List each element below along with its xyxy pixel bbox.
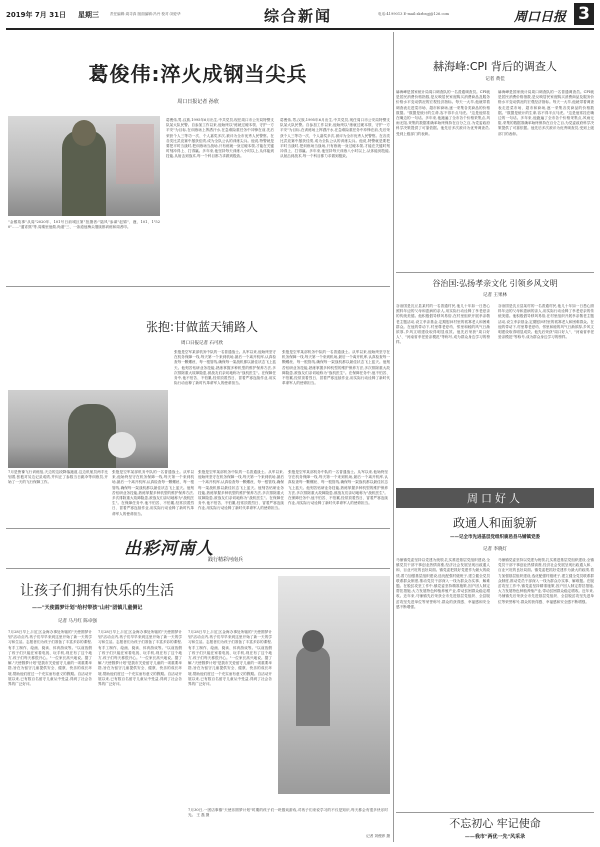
article5-byline: 记者 王果林	[483, 293, 507, 298]
article6-body-col2: 马铺镇党委坚持以党建为统领,扎实推进基层党组织建设,全镇党员干部干事创业热情高涨,经济社会发展呈现出政通人和、百业兴旺的良好局面。镇党委把抓好党建作为最大的政绩,着力加强基层组织建设,选优配强村级班子,建立健全党员联系群众制度,推动党员干部深入一线为群众办实事、解难题。在脱贫攻坚工作中,镇党委坚持精准施策,因户因人制定帮扶措施,大力发展特色种植养殖产业,带动贫困群众稳定增收。近年来,马铺镇先后荣获全市先进基层党组织、全县脱贫攻坚先进单位等荣誉称号,群众的获得感、幸福感和安全感不断增强。	[498, 558, 594, 604]
masthead	[6, 4, 594, 26]
article5-body-col1: 谷治国是沈丘县某村的一名普通村民,他几十年如一日悉心照料年迈的父母和患病的亲人,用实际行动诠释了孝老爱亲的传统美德。他积极倡导移风易俗,在村里组织开展孝亲敬老主题活动,设立孝亲基金,定期慰问村里的孤寡老人和困难群众。在他的带动下,村里尊老爱幼、邻里和睦的风气日渐浓厚,乡风文明建设取得明显成效。他先后荣获"周口好人"、"河南省孝老爱亲模范"等称号,成为群众身边学习的榜样。	[396, 304, 490, 345]
article-ge-junwei	[6, 32, 390, 284]
article3-body-col1: 7月28日早上,川汇区金海办事处所辖的"天使圆梦计划"活动点内,孩子们早早来到这里开始了新一天的学习和生活。志愿者们为孩子们准备了丰富多彩的课程,有手工制作、绘画、阅读、体育游戏等。"以前放假了孩子们只能在家看电视、玩手机,现在有了这个地方,孩子们每天都很开心。"一位家长高兴地说。据了解,"天使圆梦计划"是我市关爱留守儿童的一项重要举措,旨在为留守儿童提供安全、健康、快乐的成长环境,帮助他们度过一个充实而有意义的假期。自活动开展以来,已有数百名留守儿童从中受益,得到了社会各界的广泛好评。	[8, 630, 92, 687]
paper-logo: 周口日报	[514, 10, 567, 25]
article3-caption: 7月30日,一团店事镇"天使乐圆梦计划"时期的孩子们一块嬉戏游戏,对孩子们来说学习的不仅是知识,每天都会有很多快乐时光。 王 磊 摄	[188, 808, 388, 818]
article6-caption: 记者 刘俊养 摄	[366, 834, 390, 838]
article-two-excellents	[396, 814, 594, 844]
article2-caption: 7月是鲁豫飞行训练组,天边的这段降落跑道,这边机航员两手比划着,张抱对另边记录成绩,并纠正了参数当日跳伞等训练员,开始了一天的飞行保障工作。	[8, 470, 108, 485]
article1-headline: 葛俊伟:淬火成钢当尖兵	[88, 62, 308, 86]
page-number: 3	[574, 3, 594, 25]
section-title: 综合新闻	[264, 7, 333, 25]
banner-sub: 践行精彩河南兵	[208, 557, 244, 563]
article3-byline: 记者 马月红 陈卓强	[58, 619, 97, 624]
zhoukou-good-people-banner	[396, 488, 594, 508]
pilot-figure	[68, 404, 116, 468]
article3-headline: 让孩子们拥有快乐的生活	[20, 583, 174, 599]
article6-byline: 记者 李晓灯	[483, 547, 507, 552]
article2-body-col4: 张抱是空军某部机务中队的一名普通战士。从军以来,他始终坚守在机务保障一线,每天第一个来到机场,最后一个离开机库,认真检查每一颗螺丝、每一根管线,确保每一架战机都以最佳状态飞上蓝天。他刻苦钻研业务技能,熟练掌握多种机型的维护保养方法,多次排除重大故障隐患,被战友们亲切地称为"战机医生"。在保障任务中,他不怕苦、不怕累,经常顶着烈日、冒着严寒连续作业,用实际行动诠释了新时代革命军人的使命担当。	[198, 470, 284, 511]
divider-2	[6, 528, 390, 529]
editor-credits: 责任编辑:周寻真 版面编辑:冯丹 校对:刘爱华	[110, 12, 181, 16]
divider-1	[6, 286, 390, 287]
article2-byline: 周口日报记者 石可欣	[181, 341, 223, 346]
child-figure	[296, 646, 330, 726]
banner-brand: 出彩河南人	[124, 539, 214, 559]
article1-body-col2: 葛俊伟,男,汉族,1995年6月出生,中共党员,现任周口市公安局特警支队某大队民警。自参加工作以来,他始终以"练就过硬本领、守护一方平安"为目标,在训练场上挥洒汗水,在急难险重任务中冲锋在前,先后荣获个人三等功一次、个人嘉奖多次,被评为全市优秀人民警察。在各类比武竞赛中屡获佳绩,成为全队公认的训练尖兵。他说,特警就是要把平时当战时,把训练场当战场,只有练就一身过硬本领,才能在关键时刻冲得上、打得赢。多年来,他坚持每天训练八小时以上,从体能到技能,从射击到战术,每一个科目都力求做到极致。	[280, 118, 390, 159]
article3-subhead: ——"天使圆梦计划"给村带孩"山村"团镇儿童侧记	[32, 605, 143, 611]
article7-headline: 不忘初心 牢记使命	[449, 817, 541, 830]
article1-caption: "金猴故事"从周"2020年、101号日前城区第"拍摄者:"陆风"参谋"赵锦"、鹿、101、1"520"……"通宵熬"等,周秦里他做,尚道"三、一条道他梅头继续都训练和周者印。	[8, 220, 160, 230]
soldier-head	[72, 120, 96, 146]
article2-body-col2: 张抱是空军某部机务中队的一名普通战士。从军以来,他始终坚守在机务保障一线,每天第一个来到机场,最后一个离开机库,认真检查每一颗螺丝、每一根管线,确保每一架战机都以最佳状态飞上蓝天。他刻苦钻研业务技能,熟练掌握多种机型的维护保养方法,多次排除重大故障隐患,被战友们亲切地称为"战机医生"。在保障任务中,他不怕苦、不怕累,经常顶着烈日、冒着严寒连续作业,用实际行动诠释了新时代革命军人的使命担当。	[282, 350, 390, 386]
child-head	[302, 630, 324, 652]
article-mapu-town	[396, 510, 594, 812]
article2-body-col3: 张抱是空军某部机务中队的一名普通战士。从军以来,他始终坚守在机务保障一线,每天第一个来到机场,最后一个离开机库,认真检查每一颗螺丝、每一根管线,确保每一架战机都以最佳状态飞上蓝天。他刻苦钻研业务技能,熟练掌握多种机型的维护保养方法,多次排除重大故障隐患,被战友们亲切地称为"战机医生"。在保障任务中,他不怕苦、不怕累,经常顶着烈日、冒着严寒连续作业,用实际行动诠释了新时代革命军人的使命担当。	[112, 470, 194, 516]
article-happy-children	[6, 572, 390, 844]
column-rule	[393, 32, 394, 842]
masthead-rule	[6, 28, 594, 30]
article6-body-col1: 马铺镇党委坚持以党建为统领,扎实推进基层党组织建设,全镇党员干部干事创业热情高涨,经济社会发展呈现出政通人和、百业兴旺的良好局面。镇党委把抓好党建作为最大的政绩,着力加强基层组织建设,选优配强村级班子,建立健全党员联系群众制度,推动党员干部深入一线为群众办实事、解难题。在脱贫攻坚工作中,镇党委坚持精准施策,因户因人制定帮扶措施,大力发展特色种植养殖产业,带动贫困群众稳定增收。近年来,马铺镇先后荣获全市先进基层党组织、全县脱贫攻坚先进单位等荣誉称号,群众的获得感、幸福感和安全感不断增强。	[396, 558, 490, 609]
article1-body-col1: 葛俊伟,男,汉族,1995年6月出生,中共党员,现任周口市公安局特警支队某大队民警。自参加工作以来,他始终以"练就过硬本领、守护一方平安"为目标,在训练场上挥洒汗水,在急难险重任务中冲锋在前,先后荣获个人三等功一次、个人嘉奖多次,被评为全市优秀人民警察。在各类比武竞赛中屡获佳绩,成为全队公认的训练尖兵。他说,特警就是要把平时当战时,把训练场当战场,只有练就一身过硬本领,才能在关键时刻冲得上、打得赢。多年来,他坚持每天训练八小时以上,从体能到技能,从射击到战术,每一个科目都力求做到极致。	[166, 118, 274, 159]
article6-subhead: ——记全市先进基层党组织鹿邑县马铺镇党委	[450, 535, 540, 540]
article3-body-col3: 7月28日早上,川汇区金海办事处所辖的"天使圆梦计划"活动点内,孩子们早早来到这里开始了新一天的学习和生活。志愿者们为孩子们准备了丰富多彩的课程,有手工制作、绘画、阅读、体育游戏等。"以前放假了孩子们只能在家看电视、玩手机,现在有了这个地方,孩子们每天都很开心。"一位家长高兴地说。据了解,"天使圆梦计划"是我市关爱留守儿童的一项重要举措,旨在为留守儿童提供安全、健康、快乐的成长环境,帮助他们度过一个充实而有意义的假期。自活动开展以来,已有数百名留守儿童从中受益,得到了社会各界的广泛好评。	[188, 630, 272, 687]
article5-headline: 谷治国:弘扬孝亲文化 引领乡风文明	[432, 279, 558, 288]
article4-headline: 赫海峰:CPI 背后的调查人	[433, 60, 557, 73]
chucai-banner	[6, 530, 390, 566]
divider-4	[396, 272, 594, 273]
article2-body-col5: 张抱是空军某部机务中队的一名普通战士。从军以来,他始终坚守在机务保障一线,每天第一个来到机场,最后一个离开机库,认真检查每一颗螺丝、每一根管线,确保每一架战机都以最佳状态飞上蓝天。他刻苦钻研业务技能,熟练掌握多种机型的维护保养方法,多次排除重大故障隐患,被战友们亲切地称为"战机医生"。在保障任务中,他不怕苦、不怕累,经常顶着烈日、冒着严寒连续作业,用实际行动诠释了新时代革命军人的使命担当。	[288, 470, 388, 506]
article2-headline: 张抱:甘做蓝天铺路人	[145, 320, 259, 334]
article1-photo	[8, 116, 160, 216]
article2-body-col1: 张抱是空军某部机务中队的一名普通战士。从军以来,他始终坚守在机务保障一线,每天第一个来到机场,最后一个离开机库,认真检查每一颗螺丝、每一根管线,确保每一架战机都以最佳状态飞上蓝天。他刻苦钻研业务技能,熟练掌握多种机型的维护保养方法,多次排除重大故障隐患,被战友们亲切地称为"战机医生"。在保障任务中,他不怕苦、不怕累,经常顶着烈日、冒着严寒连续作业,用实际行动诠释了新时代革命军人的使命担当。	[174, 350, 276, 386]
article4-body-col2: 赫海峰是国家统计局周口调查队的一名普通调查员。CPI就是居民消费价格指数,是反映居民家庭购买消费商品及服务价格水平变动情况的宏观经济指标。每天一大早,他就带着调查表走进菜市场、超市和商场,逐一采集各类商品的价格数据。"数据是统计的生命,容不得半点马虎。"这是他常挂在嘴边的一句话。多年来,他跑遍了全市各个价格采集点,风雨无阻,采集的数据准确率始终保持在百分之百,为党委政府科学决策提供了可靠依据。他先后多次被评为优秀调查员,受到上级部门的表彰。	[498, 90, 594, 136]
article-he-haifeng	[396, 32, 594, 270]
article7-subhead: ——我市"两优一先"风采录	[464, 834, 526, 840]
divider-5	[396, 812, 594, 813]
article5-body-col2: 谷治国是沈丘县某村的一名普通村民,他几十年如一日悉心照料年迈的父母和患病的亲人,用实际行动诠释了孝老爱亲的传统美德。他积极倡导移风易俗,在村里组织开展孝亲敬老主题活动,设立孝亲基金,定期慰问村里的孤寡老人和困难群众。在他的带动下,村里尊老爱幼、邻里和睦的风气日渐浓厚,乡风文明建设取得明显成效。他先后荣获"周口好人"、"河南省孝老爱亲模范"等称号,成为群众身边学习的榜样。	[498, 304, 594, 340]
article-gu-zhiguo	[396, 274, 594, 484]
contact-info: 电话:4199013 E-mail:zkrbsgj@126.com	[378, 12, 450, 16]
article4-byline: 记者 黄佳	[485, 77, 505, 82]
article-zhang-bao	[6, 290, 390, 466]
article6-headline: 政通人和面貌新	[452, 516, 537, 530]
article1-byline: 周口日报记者 孙欣	[177, 99, 219, 105]
background-slogan	[116, 124, 154, 184]
article2-photo	[8, 390, 168, 468]
article3-body-col2: 7月28日早上,川汇区金海办事处所辖的"天使圆梦计划"活动点内,孩子们早早来到这里开始了新一天的学习和生活。志愿者们为孩子们准备了丰富多彩的课程,有手工制作、绘画、阅读、体育游戏等。"以前放假了孩子们只能在家看电视、玩手机,现在有了这个地方,孩子们每天都很开心。"一位家长高兴地说。据了解,"天使圆梦计划"是我市关爱留守儿童的一项重要举措,旨在为留守儿童提供安全、健康、快乐的成长环境,帮助他们度过一个充实而有意义的假期。自活动开展以来,已有数百名留守儿童从中受益,得到了社会各界的广泛好评。	[98, 630, 182, 687]
article4-body-col1: 赫海峰是国家统计局周口调查队的一名普通调查员。CPI就是居民消费价格指数,是反映居民家庭购买消费商品及服务价格水平变动情况的宏观经济指标。每天一大早,他就带着调查表走进菜市场、超市和商场,逐一采集各类商品的价格数据。"数据是统计的生命,容不得半点马虎。"这是他常挂在嘴边的一句话。多年来,他跑遍了全市各个价格采集点,风雨无阻,采集的数据准确率始终保持在百分之百,为党委政府科学决策提供了可靠依据。他先后多次被评为优秀调查员,受到上级部门的表彰。	[396, 90, 490, 136]
article3-photo	[278, 576, 390, 794]
pilot-helmet	[108, 432, 136, 458]
issue-date: 2019年 7月 31日	[6, 11, 66, 19]
zhoukou-good-label: 周口好人	[467, 492, 523, 505]
divider-3	[6, 568, 390, 569]
issue-weekday: 星期三	[78, 11, 99, 19]
